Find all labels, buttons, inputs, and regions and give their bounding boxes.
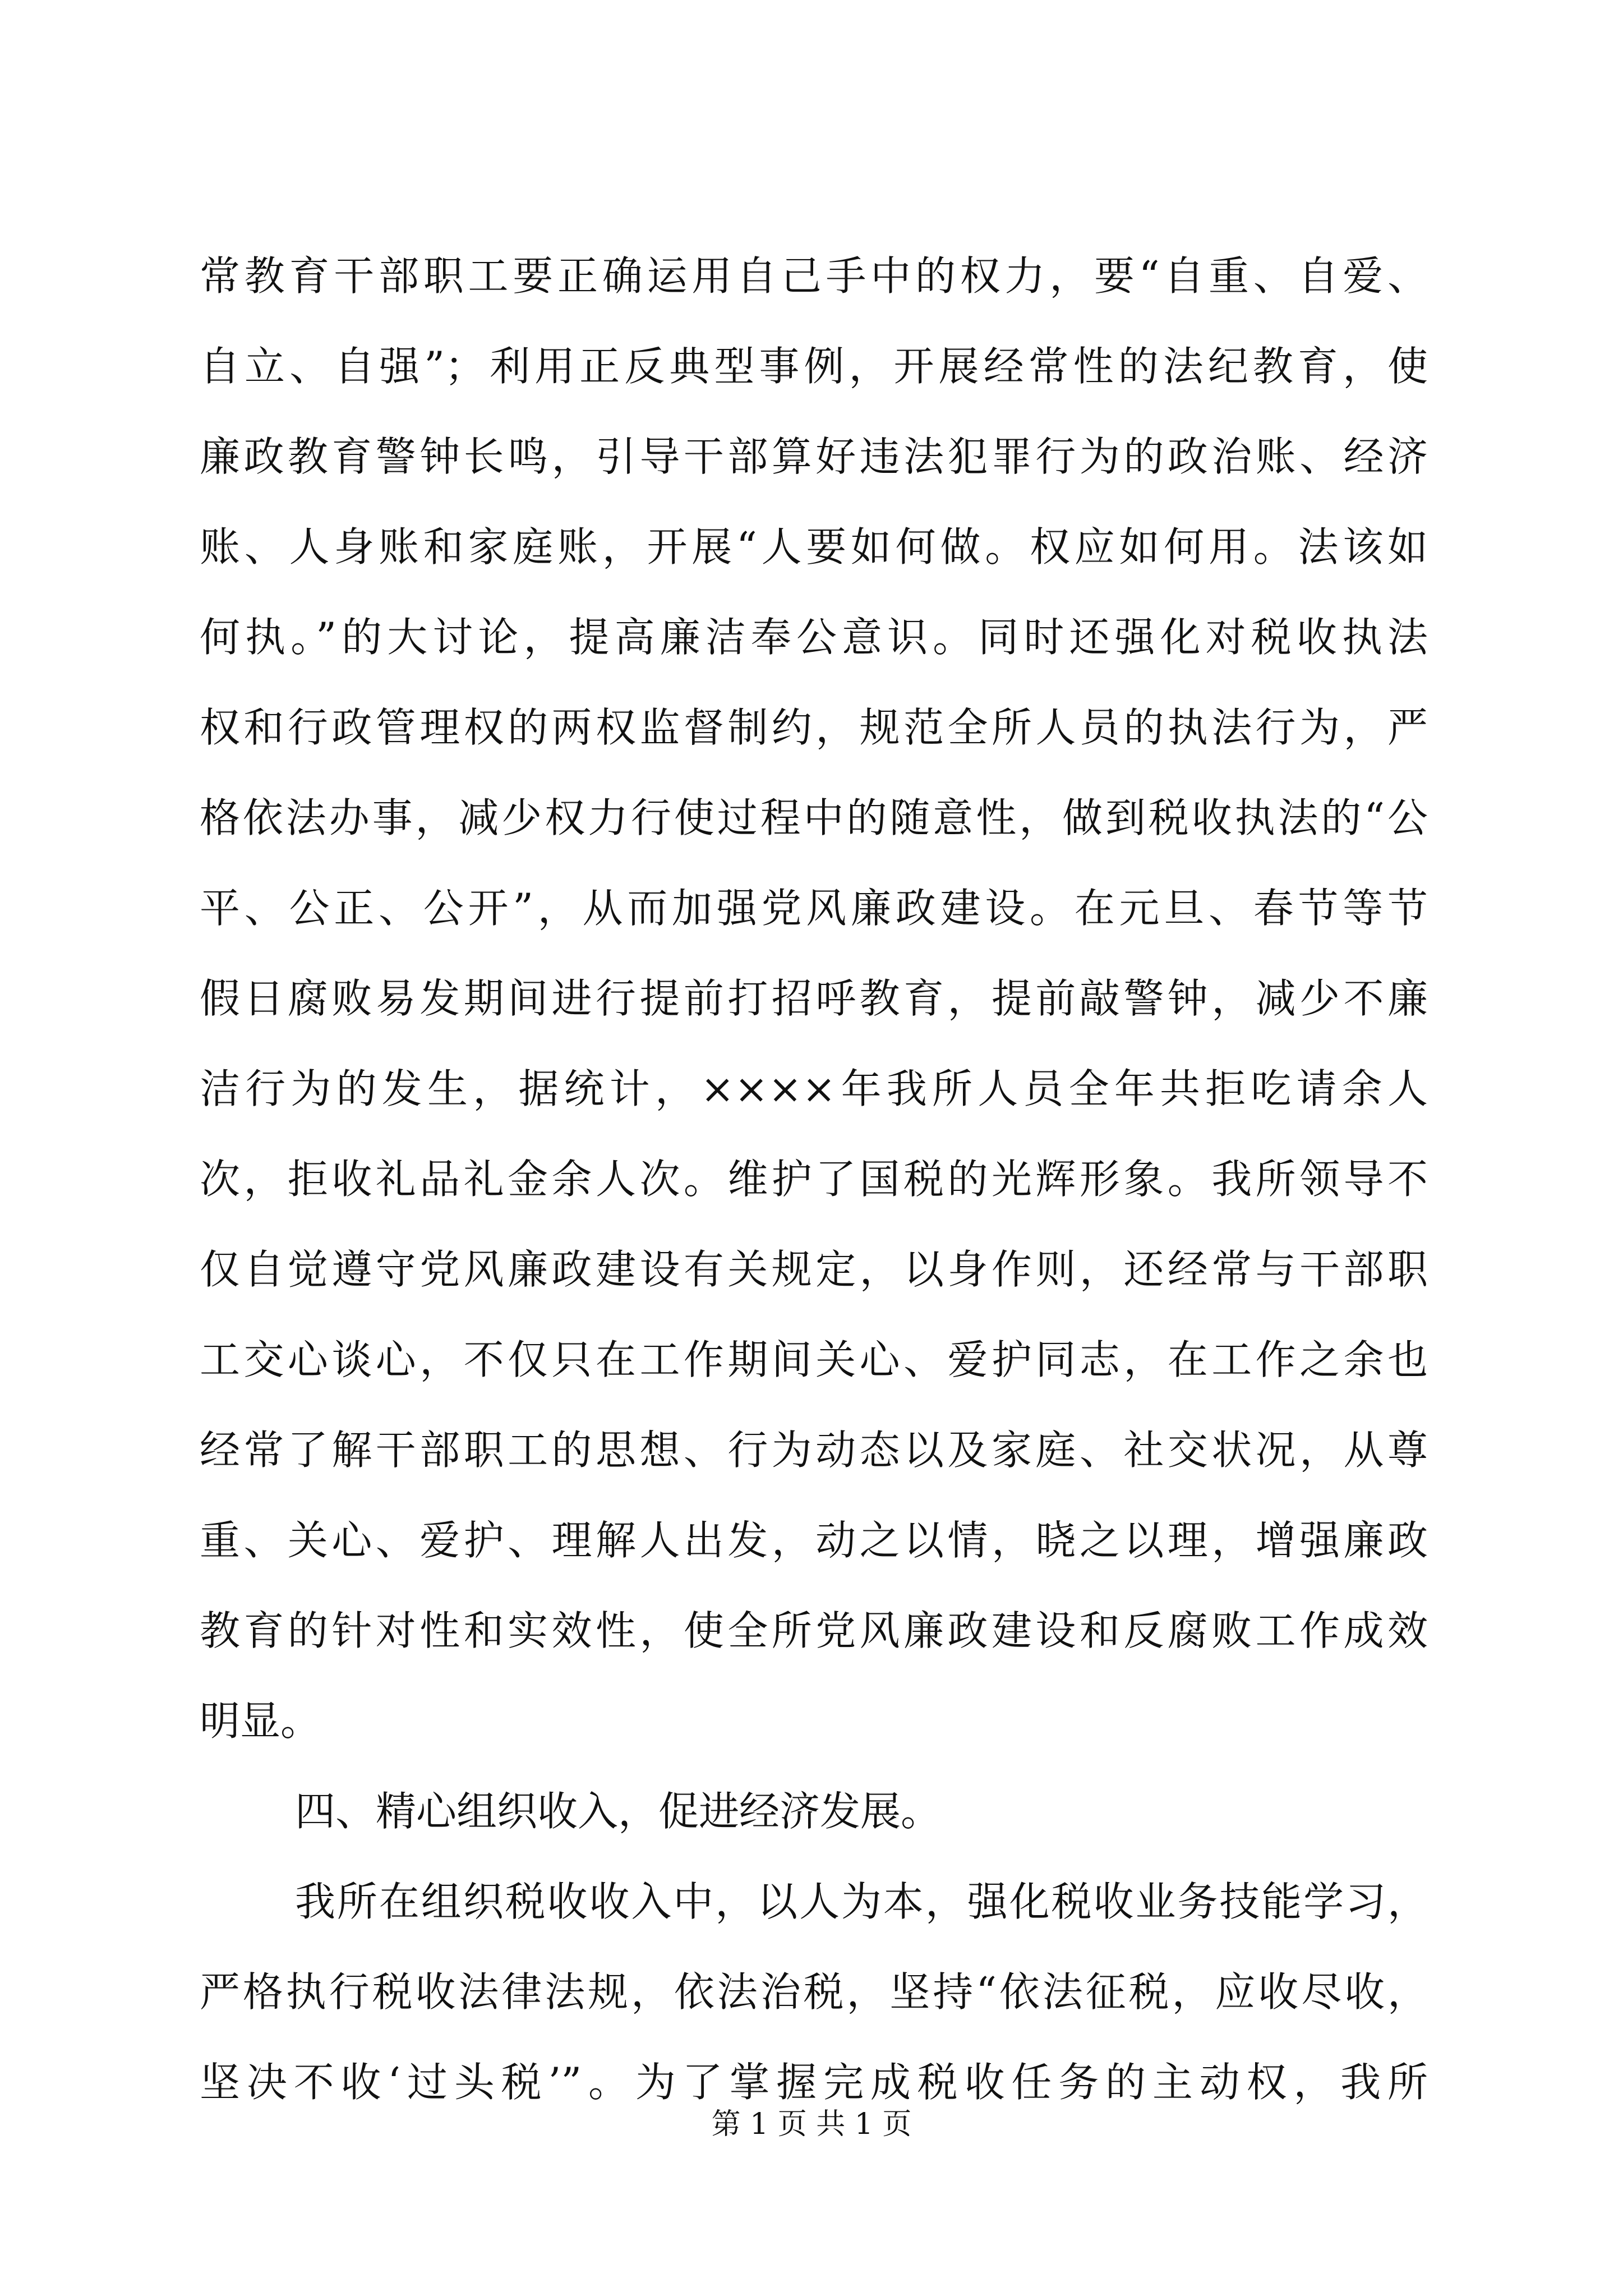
text-line: 账、人身账和家庭账，开展“人要如何做。权应如何用。法该如 — [200, 523, 1428, 570]
text-line: 仅自觉遵守党风廉政建设有关规定，以身作则，还经常与干部职 — [200, 1246, 1428, 1293]
section-heading-4 — [200, 1766, 1428, 1857]
page-number-label: 第 1 页 共 1 页 — [711, 2108, 912, 2141]
page-footer — [0, 2105, 1623, 2144]
body-text — [200, 231, 1428, 2128]
text-line: 洁行为的发生，据统计，××××年我所人员全年共拒吃请余人 — [200, 1065, 1428, 1112]
heading-line: 四、精心组织收入，促进经济发展。 — [295, 1788, 942, 1835]
text-line: 工交心谈心，不仅只在工作期间关心、爱护同志，在工作之余也 — [200, 1336, 1428, 1383]
text-line: 我所在组织税收收入中，以人为本，强化税收业务技能学习， — [295, 1878, 1428, 1925]
text-line: 明显。 — [200, 1697, 321, 1745]
text-line: 常教育干部职工要正确运用自己手中的权力，要“自重、自爱、 — [200, 252, 1428, 300]
text-line: 格依法办事，减少权力行使过程中的随意性，做到税收执法的“公 — [200, 794, 1428, 841]
text-line: 廉政教育警钟长鸣，引导干部算好违法犯罪行为的政治账、经济 — [200, 433, 1428, 480]
text-line: 何执。”的大讨论，提高廉洁奉公意识。同时还强化对税收执法 — [200, 614, 1428, 661]
text-line: 重、关心、爱护、理解人出发，动之以情，晓之以理，增强廉政 — [200, 1517, 1428, 1564]
text-line: 严格执行税收法律法规，依法治税，坚持“依法征税，应收尽收， — [200, 1968, 1428, 2016]
text-line: 教育的针对性和实效性，使全所党风廉政建设和反腐败工作成效 — [200, 1607, 1428, 1654]
text-line: 经常了解干部职工的思想、行为动态以及家庭、社交状况，从尊 — [200, 1427, 1428, 1474]
text-line: 自立、自强”；利用正反典型事例，开展经常性的法纪教育，使 — [200, 343, 1428, 390]
paragraph-2 — [200, 1857, 1428, 2128]
text-line: 平、公正、公开”，从而加强党风廉政建设。在元旦、春节等节 — [200, 885, 1428, 932]
text-line: 坚决不收‘过头税’”。为了掌握完成税收任务的主动权，我所 — [200, 2059, 1428, 2106]
text-line: 假日腐败易发期间进行提前打招呼教育，提前敲警钟，减少不廉 — [200, 975, 1428, 1022]
paragraph-1 — [200, 231, 1428, 1766]
text-line: 次，拒收礼品礼金余人次。维护了国税的光辉形象。我所领导不 — [200, 1156, 1428, 1203]
text-line: 权和行政管理权的两权监督制约，规范全所人员的执法行为，严 — [200, 704, 1428, 751]
